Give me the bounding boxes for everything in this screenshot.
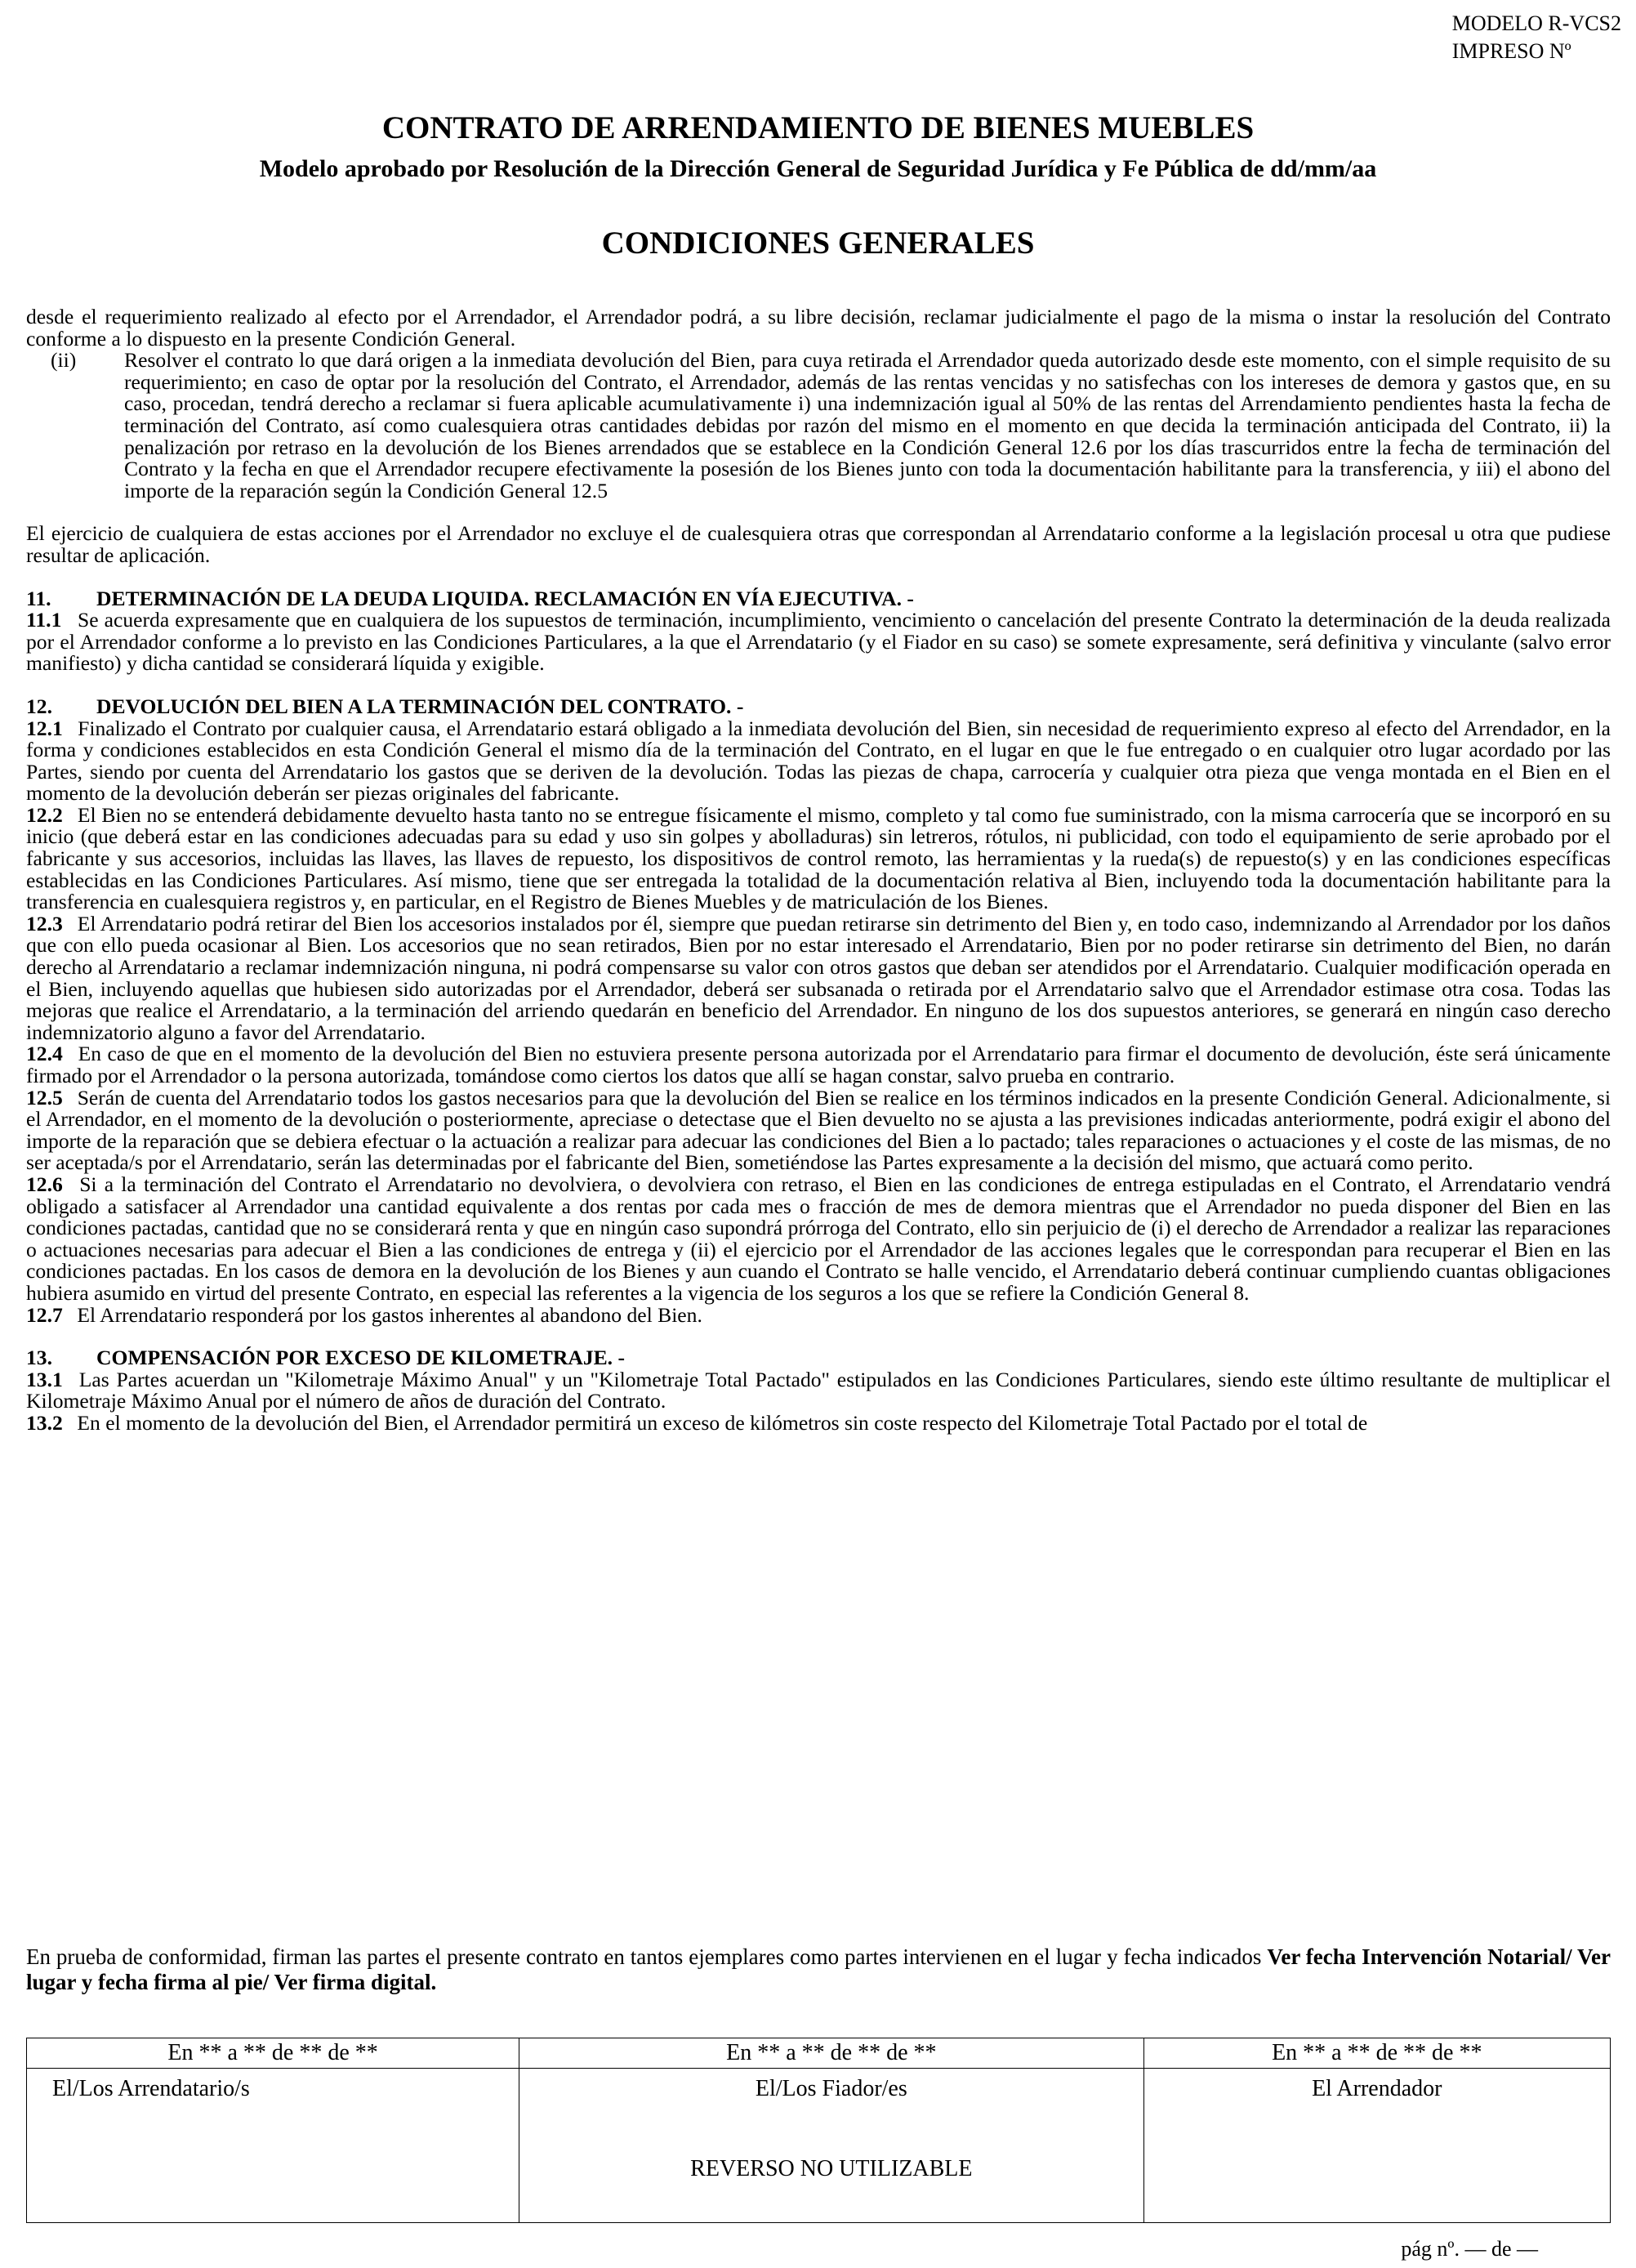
clause-12-1: [26, 718, 1611, 805]
clause-12-3-text: El Arrendatario podrá retirar del Bien los accesorios instalados por él, siempre que puedan retirarse sin detrimento del Bien y, en todo caso, indemnizando al Arrendador por los daños que con ello pueda ocasionar al Bien. Los accesorios que no sean retirados, Bien por no estar interesado el Arrendatario, Bien por no poder retirarse sin detrimento del Bien, no darán derecho al Arrendatario a reclamar indemnización ninguna, ni podrá compensarse su valor con otros gastos que deban ser atendidos por el Arrendatario. Cualquier modificación operada en el Bien, incluyendo aquellas que hubiesen sido autorizadas por el Arrendador, deberá ser subsanada o retirada por el Arrendatario salvo que el Arrendador estimase otra cosa. Todas las mejoras que realice el Arrendatario, a la terminación del arriendo quedarán en beneficio del Arrendador. En ninguno de los dos supuestos anteriores, se generará en ningún caso derecho indemnizatorio alguno a favor del Arrendatario.: [26, 911, 1611, 1044]
document-title: CONTRATO DE ARRENDAMIENTO DE BIENES MUEBLES: [381, 110, 1255, 145]
clause-12-5: [26, 1087, 1611, 1174]
item-ii-number: (ii): [51, 348, 77, 373]
closing-text: En prueba de conformidad, firman las partes el presente contrato en tantos ejemplares como partes intervienen en el lugar y fecha indicados: [26, 1944, 1268, 1969]
clause-13-1-number: 13.1: [26, 1367, 63, 1391]
section-13-title: COMPENSACIÓN POR EXCESO DE KILOMETRAJE. -: [96, 1346, 626, 1370]
signature-table: [26, 2038, 1611, 2223]
closing-bold-text: Ver fecha Intervención Notarial/ Ver lugar y fecha firma al pie/ Ver firma digital.: [26, 1944, 1611, 1994]
lessor-label: El Arrendador: [1312, 2076, 1442, 2101]
model-header: [1452, 10, 1621, 65]
clause-12-1-number: 12.1: [26, 716, 63, 740]
conditions-body: [26, 306, 1611, 1435]
clause-12-5-text: Serán de cuenta del Arrendatario todos los gastos necesarios para que la devolución del Bien se realice en los términos indicados en la presente Condición General. Adicionalmente, si el Arrendador, en el momento de la devolución o posteriormente, apreciase o detectase que el Bien devuelto no se ajusta a las previsiones indicadas anteriormente, podrá exigir el abono del importe de la reparación que se debiera efectuar o la actuación a realizar para adecuar las condiciones del Bien a lo pactado; tales reparaciones o actuaciones y el coste de las mismas, de no ser aceptada/s por el Arrendatario, serán las determinadas por el fabricante del Bien, sometiéndose las Partes expresamente a la decisión del mismo, que actuará como perito.: [26, 1085, 1611, 1175]
clause-12-1-text: Finalizado el Contrato por cualquier causa, el Arrendatario estará obligado a la inmediata devolución del Bien, sin necesidad de requerimiento expreso al efecto del Arrendador, en la forma y condiciones establecidos en esta Condición General el mismo día de la terminación del Contrato, en el lugar en que le fue entregado o en cualquier otro lugar acordado por las Partes, siendo por cuenta del Arrendatario los gastos que se deriven de la devolución. Todas las piezas de chapa, carrocería y cualquier otra pieza que venga montada en el Bien en el momento de la devolución deberán ser piezas originales del fabricante.: [26, 716, 1611, 806]
model-code: MODELO R-VCS2: [1451, 11, 1621, 35]
closing-statement: [26, 1944, 1611, 1995]
clause-13-1: [26, 1369, 1611, 1413]
printed-number: IMPRESO Nº: [1451, 39, 1571, 63]
clause-12-7-number: 12.7: [26, 1302, 63, 1327]
clause-12-4-number: 12.4: [26, 1042, 63, 1066]
clause-12-7-text: El Arrendatario responderá por los gastos inherentes al abandono del Bien.: [77, 1302, 702, 1327]
clause-11-1-number: 11.1: [26, 608, 62, 632]
signature-date-3: En ** a ** de ** de **: [1143, 2038, 1610, 2069]
section-13-heading: [26, 1347, 1611, 1369]
item-ii-paragraph: [26, 350, 1611, 502]
section-title: CONDICIONES GENERALES: [601, 225, 1035, 261]
lessee-label: El/Los Arrendatario/s: [52, 2076, 250, 2101]
clause-12-6: [26, 1174, 1611, 1305]
clause-13-2-number: 13.2: [26, 1410, 63, 1435]
clause-13-1-text: Las Partes acuerdan un "Kilometraje Máximo Anual" y un "Kilometraje Total Pactado" estipulados en las Condiciones Particulares, siendo este último resultante de multiplicar el Kilometraje Máximo Anual por el número de años de duración del Contrato.: [26, 1367, 1611, 1413]
clause-13-2-text: En el momento de la devolución del Bien, el Arrendador permitirá un exceso de kilómetros sin coste respecto del Kilometraje Total Pactado por el total de: [77, 1410, 1368, 1435]
section-11-title: DETERMINACIÓN DE LA DEUDA LIQUIDA. RECLAMACIÓN EN VÍA EJECUTIVA. -: [96, 586, 914, 610]
clause-12-7: [26, 1302, 1611, 1327]
section-11-number: 11.: [26, 586, 51, 610]
reverso-notice: REVERSO NO UTILIZABLE: [690, 2156, 973, 2181]
section-13-number: 13.: [26, 1346, 52, 1370]
clause-12-6-text: Si a la terminación del Contrato el Arrendatario no devolviera, o devolviera con retraso, el Bien en las condiciones de entrega estipuladas en el Contrato, el Arrendatario vendrá obligado a satisfacer al Arrendador una cantidad equivalente a dos rentas por cada mes o fracción de mes de demora mientras que el Arrendador no pueda disponer del Bien en las condiciones pactadas, cantidad que no se considerará renta y que en ningún caso supondrá prórroga del Contrato, ello sin perjuicio de (i) el derecho de Arrendador a realizar las reparaciones o actuaciones necesarias para adecuar el Bien a las condiciones de entrega y (ii) el ejercicio por el Arrendador de las acciones legales que le correspondan para recuperar el Bien en las condiciones pactadas. En los casos de demora en la devolución de los Bienes y aun cuando el Contrato se halle vencido, el Arrendatario deberá continuar cumpliendo cuantas obligaciones hubiera asumido en virtud del presente Contrato, en especial las referentes a la vigencia de los seguros a los que se refiere la Condición General 8.: [26, 1172, 1611, 1305]
clause-12-2-number: 12.2: [26, 802, 63, 827]
clause-12-2-text: El Bien no se entenderá debidamente devuelto hasta tanto no se entregue físicamente el mismo, completo y tal como fue suministrado, con la misma carrocería que se incorporó en su inicio (que deberá estar en las condiciones adecuadas para su edad y uso sin golpes y abolladuras) sin letreros, rótulos, ni publicidad, con todo el equipamiento de serie aprobado por el fabricante y sus accesorios, incluidas las llaves, las llaves de repuesto, los dispositivos de control remoto, las herramientas y la rueda(s) de repuesto(s) y en las condiciones específicas establecidas en las Condiciones Particulares. Así mismo, tiene que ser entregada la totalidad de la documentación relativa al Bien, incluyendo toda la documentación habilitante para la transferencia en cualesquiera registros y, en particular, en el Registro de Bienes Muebles y de matriculación de los Bienes.: [26, 802, 1611, 914]
signature-box-lessor: [1143, 2069, 1610, 2223]
signature-date-2: En ** a ** de ** de **: [519, 2038, 1143, 2069]
clause-12-5-number: 12.5: [26, 1085, 63, 1109]
clause-13-2: [26, 1410, 1611, 1435]
section-12-heading: [26, 696, 1611, 718]
clause-12-2: [26, 802, 1611, 914]
clause-12-4: [26, 1043, 1611, 1087]
clause-11-1-text: Se acuerda expresamente que en cualquiera de los supuestos de terminación, incumplimiento, vencimiento o cancelación del presente Contrato la determinación de la deuda realizada por el Arrendador conforme a lo previsto en las Condiciones Particulares, a la que el Arrendatario (y el Fiador en su caso) se somete expresamente, será definitiva y vinculante (salvo error manifiesto) y dicha cantidad se considerará líquida y exigible.: [26, 608, 1611, 676]
exercise-paragraph: El ejercicio de cualquiera de estas acciones por el Arrendador no excluye el de cualesquiera otras que correspondan al Arrendatario conforme a la legislación procesal u otra que pudiese resultar de aplicación.: [26, 521, 1611, 567]
continuation-paragraph: desde el requerimiento realizado al efecto por el Arrendador, el Arrendador podrá, a su libre decisión, reclamar judicialmente el pago de la misma o instar la resolución del Contrato conforme a lo dispuesto en la presente Condición General.: [26, 305, 1611, 350]
signature-date-1: En ** a ** de ** de **: [27, 2038, 519, 2069]
signature-box-lessee: [27, 2069, 519, 2223]
clause-12-3: [26, 913, 1611, 1044]
section-12-title: DEVOLUCIÓN DEL BIEN A LA TERMINACIÓN DEL CONTRATO. -: [96, 694, 744, 718]
document-subtitle: Modelo aprobado por Resolución de la Dirección General de Seguridad Jurídica y Fe Pública de dd/mm/aa: [259, 155, 1377, 182]
page-number: pág nº. — de —: [1401, 2237, 1538, 2261]
item-ii-text: Resolver el contrato lo que dará origen a la inmediata devolución del Bien, para cuya retirada el Arrendador queda autorizado desde este momento, con el simple requisito de su requerimiento; en caso de optar por la resolución del Contrato, el Arrendador, además de las rentas vencidas y no satisfechas con los intereses de demora y gastos que, en su caso, procedan, tendrá derecho a reclamar si fuera aplicable acumulativamente i) una indemnización igual al 50% de las rentas del Arrendamiento pendientes hasta la fecha de terminación del Contrato, así como cualesquiera otras cantidades debidas por razón del mismo en el momento en que decida la terminación anticipada del Contrato, ii) la penalización por retraso en la devolución de los Bienes arrendados que se establece en la Condición General 12.6 por los días trascurridos entre la fecha de terminación del Contrato y la fecha en que el Arrendador recupere efectivamente la posesión de los Bienes junto con toda la documentación habilitante para la transferencia, y iii) el abono del importe de la reparación según la Condición General 12.5: [124, 348, 1611, 502]
clause-12-3-number: 12.3: [26, 911, 63, 935]
section-11-heading: [26, 588, 1611, 610]
clause-12-6-number: 12.6: [26, 1172, 63, 1196]
signature-box-guarantor: [519, 2069, 1143, 2223]
clause-11-1: [26, 609, 1611, 675]
clause-12-4-text: En caso de que en el momento de la devolución del Bien no estuviera presente persona autorizada por el Arrendatario para firmar el documento de devolución, éste será únicamente firmado por el Arrendador o la persona autorizada, tomándose como ciertos los datos que allí se hagan constar, salvo prueba en contrario.: [26, 1042, 1611, 1087]
guarantor-label: El/Los Fiador/es: [755, 2076, 907, 2101]
section-12-number: 12.: [26, 694, 52, 718]
